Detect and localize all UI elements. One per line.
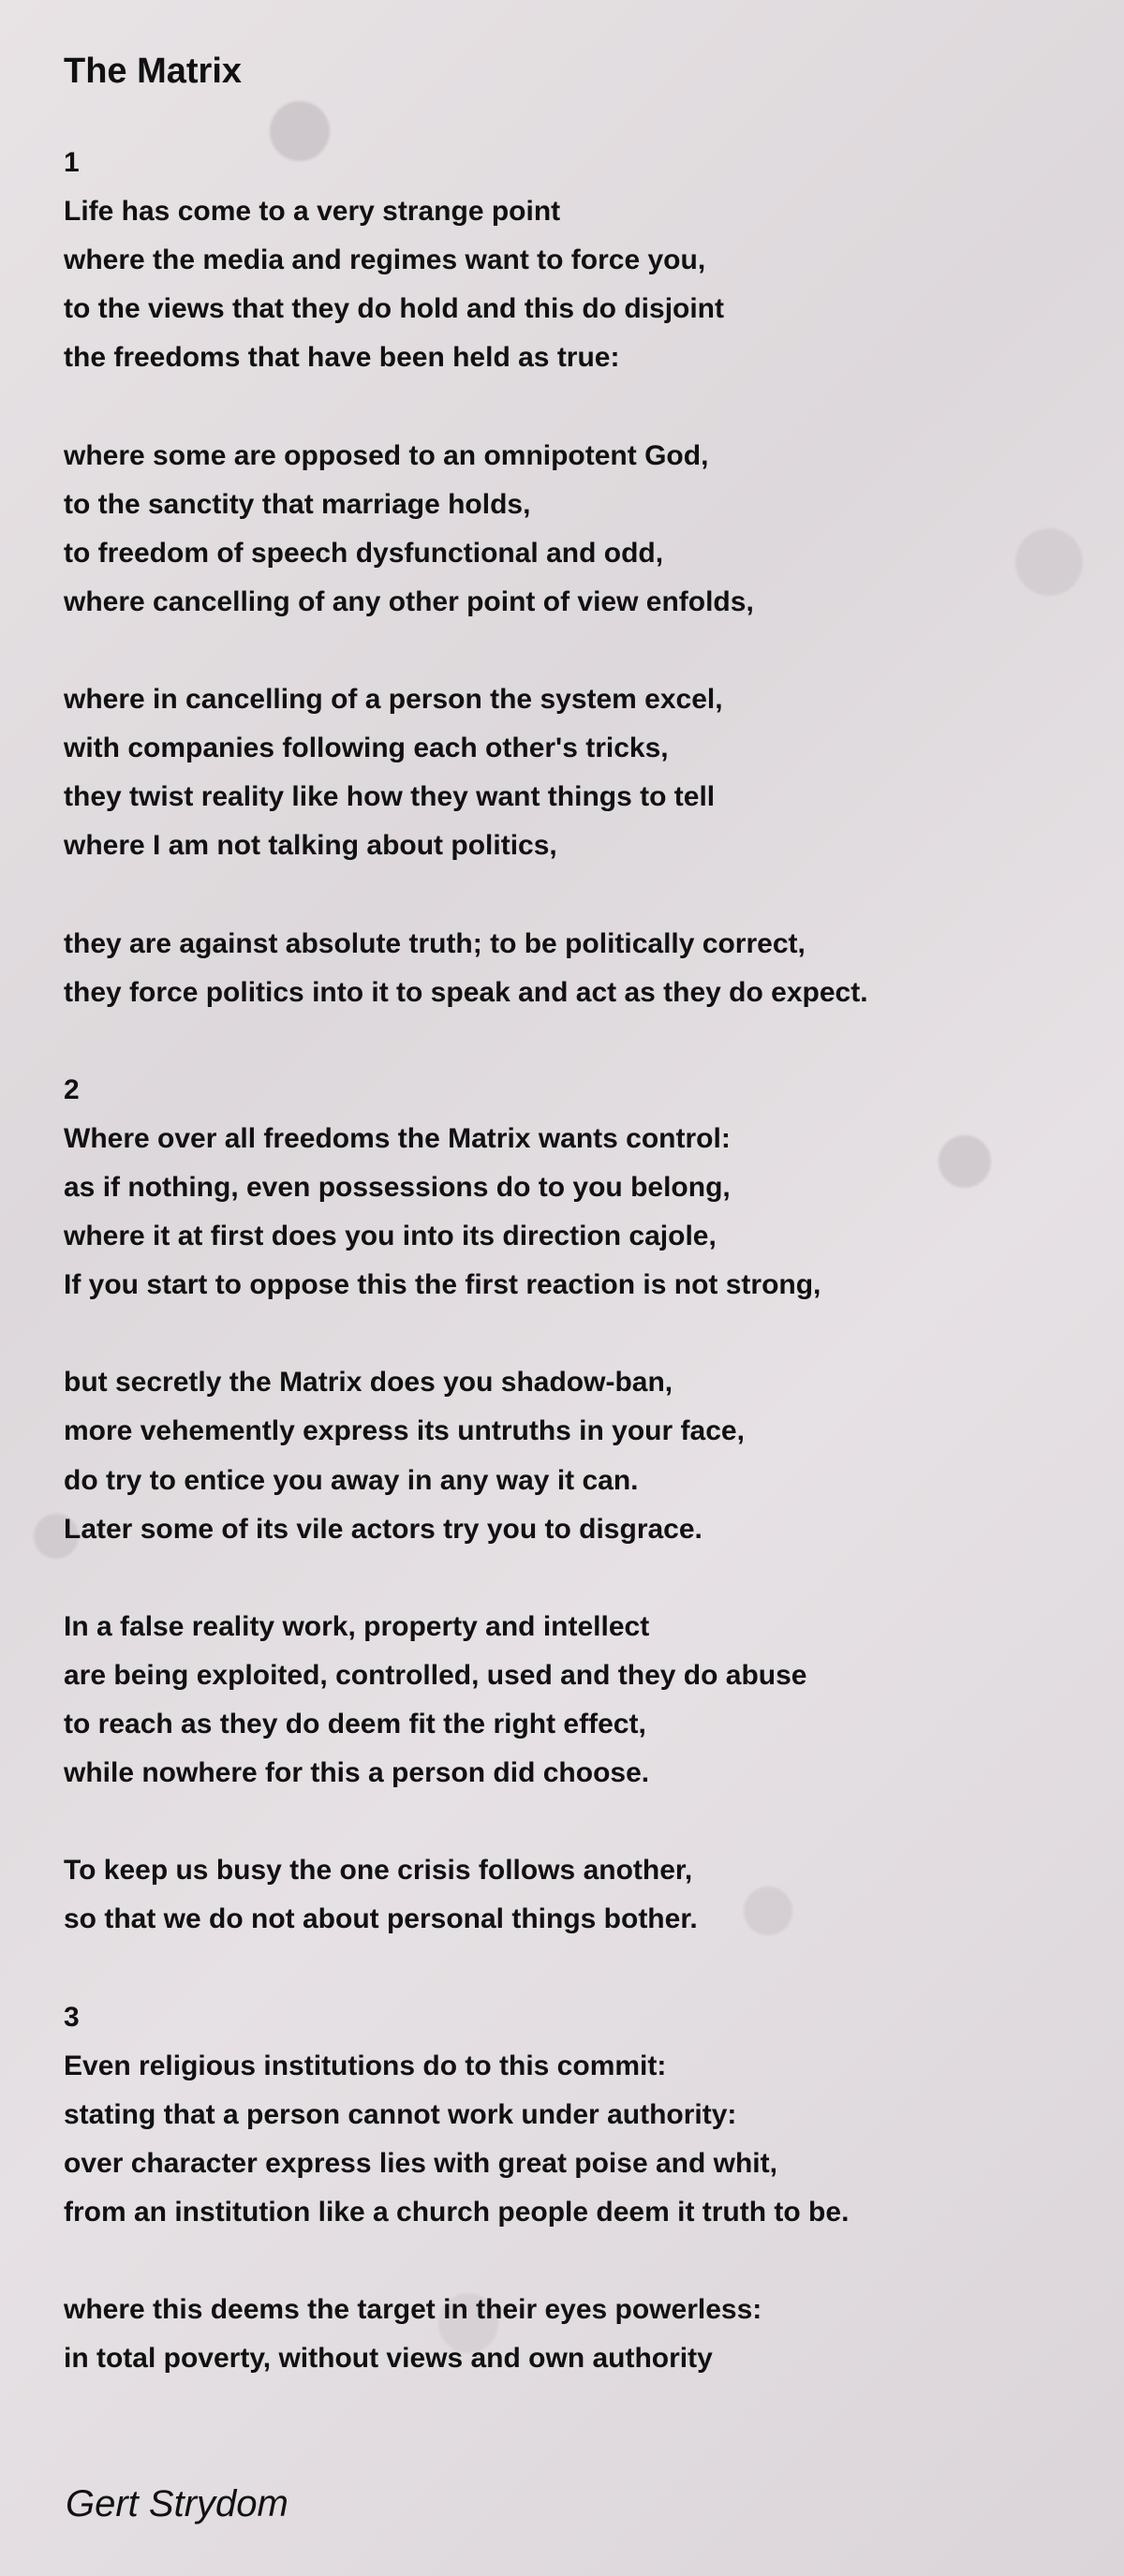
poem-line: over character express lies with great poise and whit, [64, 2147, 777, 2179]
poem-line: they force politics into it to speak and act as they do expect. [64, 976, 868, 1008]
poem-line: to freedom of speech dysfunctional and odd, [64, 537, 664, 569]
poem-line: in total poverty, without views and own authority [64, 2343, 713, 2375]
poem-line: where the media and regimes want to force you, [64, 244, 706, 276]
poem-line: where in cancelling of a person the system excel, [64, 684, 723, 716]
poem-line: but secretly the Matrix does you shadow-ban, [64, 1367, 673, 1399]
poem-line: Even religious institutions do to this commit: [64, 2050, 667, 2081]
poem-author: Gert Strydom [66, 2483, 288, 2524]
poem-line: where this deems the target in their eyes powerless: [64, 2294, 762, 2326]
poem-line: they twist reality like how they want things to tell [64, 781, 716, 813]
stanza-break [64, 1310, 1094, 1358]
poem-line: to the sanctity that marriage holds, [64, 488, 531, 520]
poem-body [64, 139, 1094, 2383]
poem-line: where some are opposed to an omnipotent God, [64, 439, 709, 471]
poem-line: where I am not talking about politics, [64, 830, 557, 862]
stanza-break [64, 382, 1094, 431]
poem-line: where it at first does you into its direction cajole, [64, 1221, 717, 1252]
poem-line: To keep us busy the one crisis follows another, [64, 1855, 693, 1887]
section-number: 2 [64, 1073, 80, 1105]
poem-line: do try to entice you away in any way it can. [64, 1464, 639, 1496]
poem-line: Life has come to a very strange point [64, 196, 561, 228]
stanza-break [64, 1017, 1094, 1066]
stanza-break [64, 1798, 1094, 1846]
poem-line: while nowhere for this a person did choose. [64, 1757, 650, 1789]
poem-line: stating that a person cannot work under authority: [64, 2098, 737, 2130]
stanza-break [64, 627, 1094, 675]
poem-line: with companies following each other's tricks, [64, 733, 669, 764]
poem-line: where cancelling of any other point of view enfolds, [64, 585, 754, 617]
poem-line: In a false reality work, property and intellect [64, 1610, 650, 1642]
section-number: 1 [64, 147, 80, 178]
poem-line: are being exploited, controlled, used and they do abuse [64, 1659, 807, 1691]
poem-line: Where over all freedoms the Matrix wants control: [64, 1122, 731, 1154]
poem-line: as if nothing, even possessions do to you belong, [64, 1171, 731, 1203]
poem-line: to reach as they do deem fit the right effect, [64, 1709, 646, 1740]
poem-line: to the views that they do hold and this do disjoint [64, 293, 724, 325]
poem-line: from an institution like a church people deem it truth to be. [64, 2196, 850, 2228]
poem-line: more vehemently express its untruths in your face, [64, 1415, 745, 1447]
poem-line: If you start to oppose this the first reaction is not strong, [64, 1269, 821, 1301]
section-number: 3 [64, 2001, 80, 2033]
stanza-break [64, 1944, 1094, 1992]
stanza-break [64, 870, 1094, 919]
poem-line: they are against absolute truth; to be politically correct, [64, 927, 806, 959]
poem-line: so that we do not about personal things bother. [64, 1903, 698, 1935]
poem-title: The Matrix [64, 52, 243, 91]
poem-line: the freedoms that have been held as true: [64, 342, 620, 374]
stanza-break [64, 1554, 1094, 1603]
poem-line: Later some of its vile actors try you to disgrace. [64, 1513, 702, 1545]
stanza-break [64, 2237, 1094, 2286]
